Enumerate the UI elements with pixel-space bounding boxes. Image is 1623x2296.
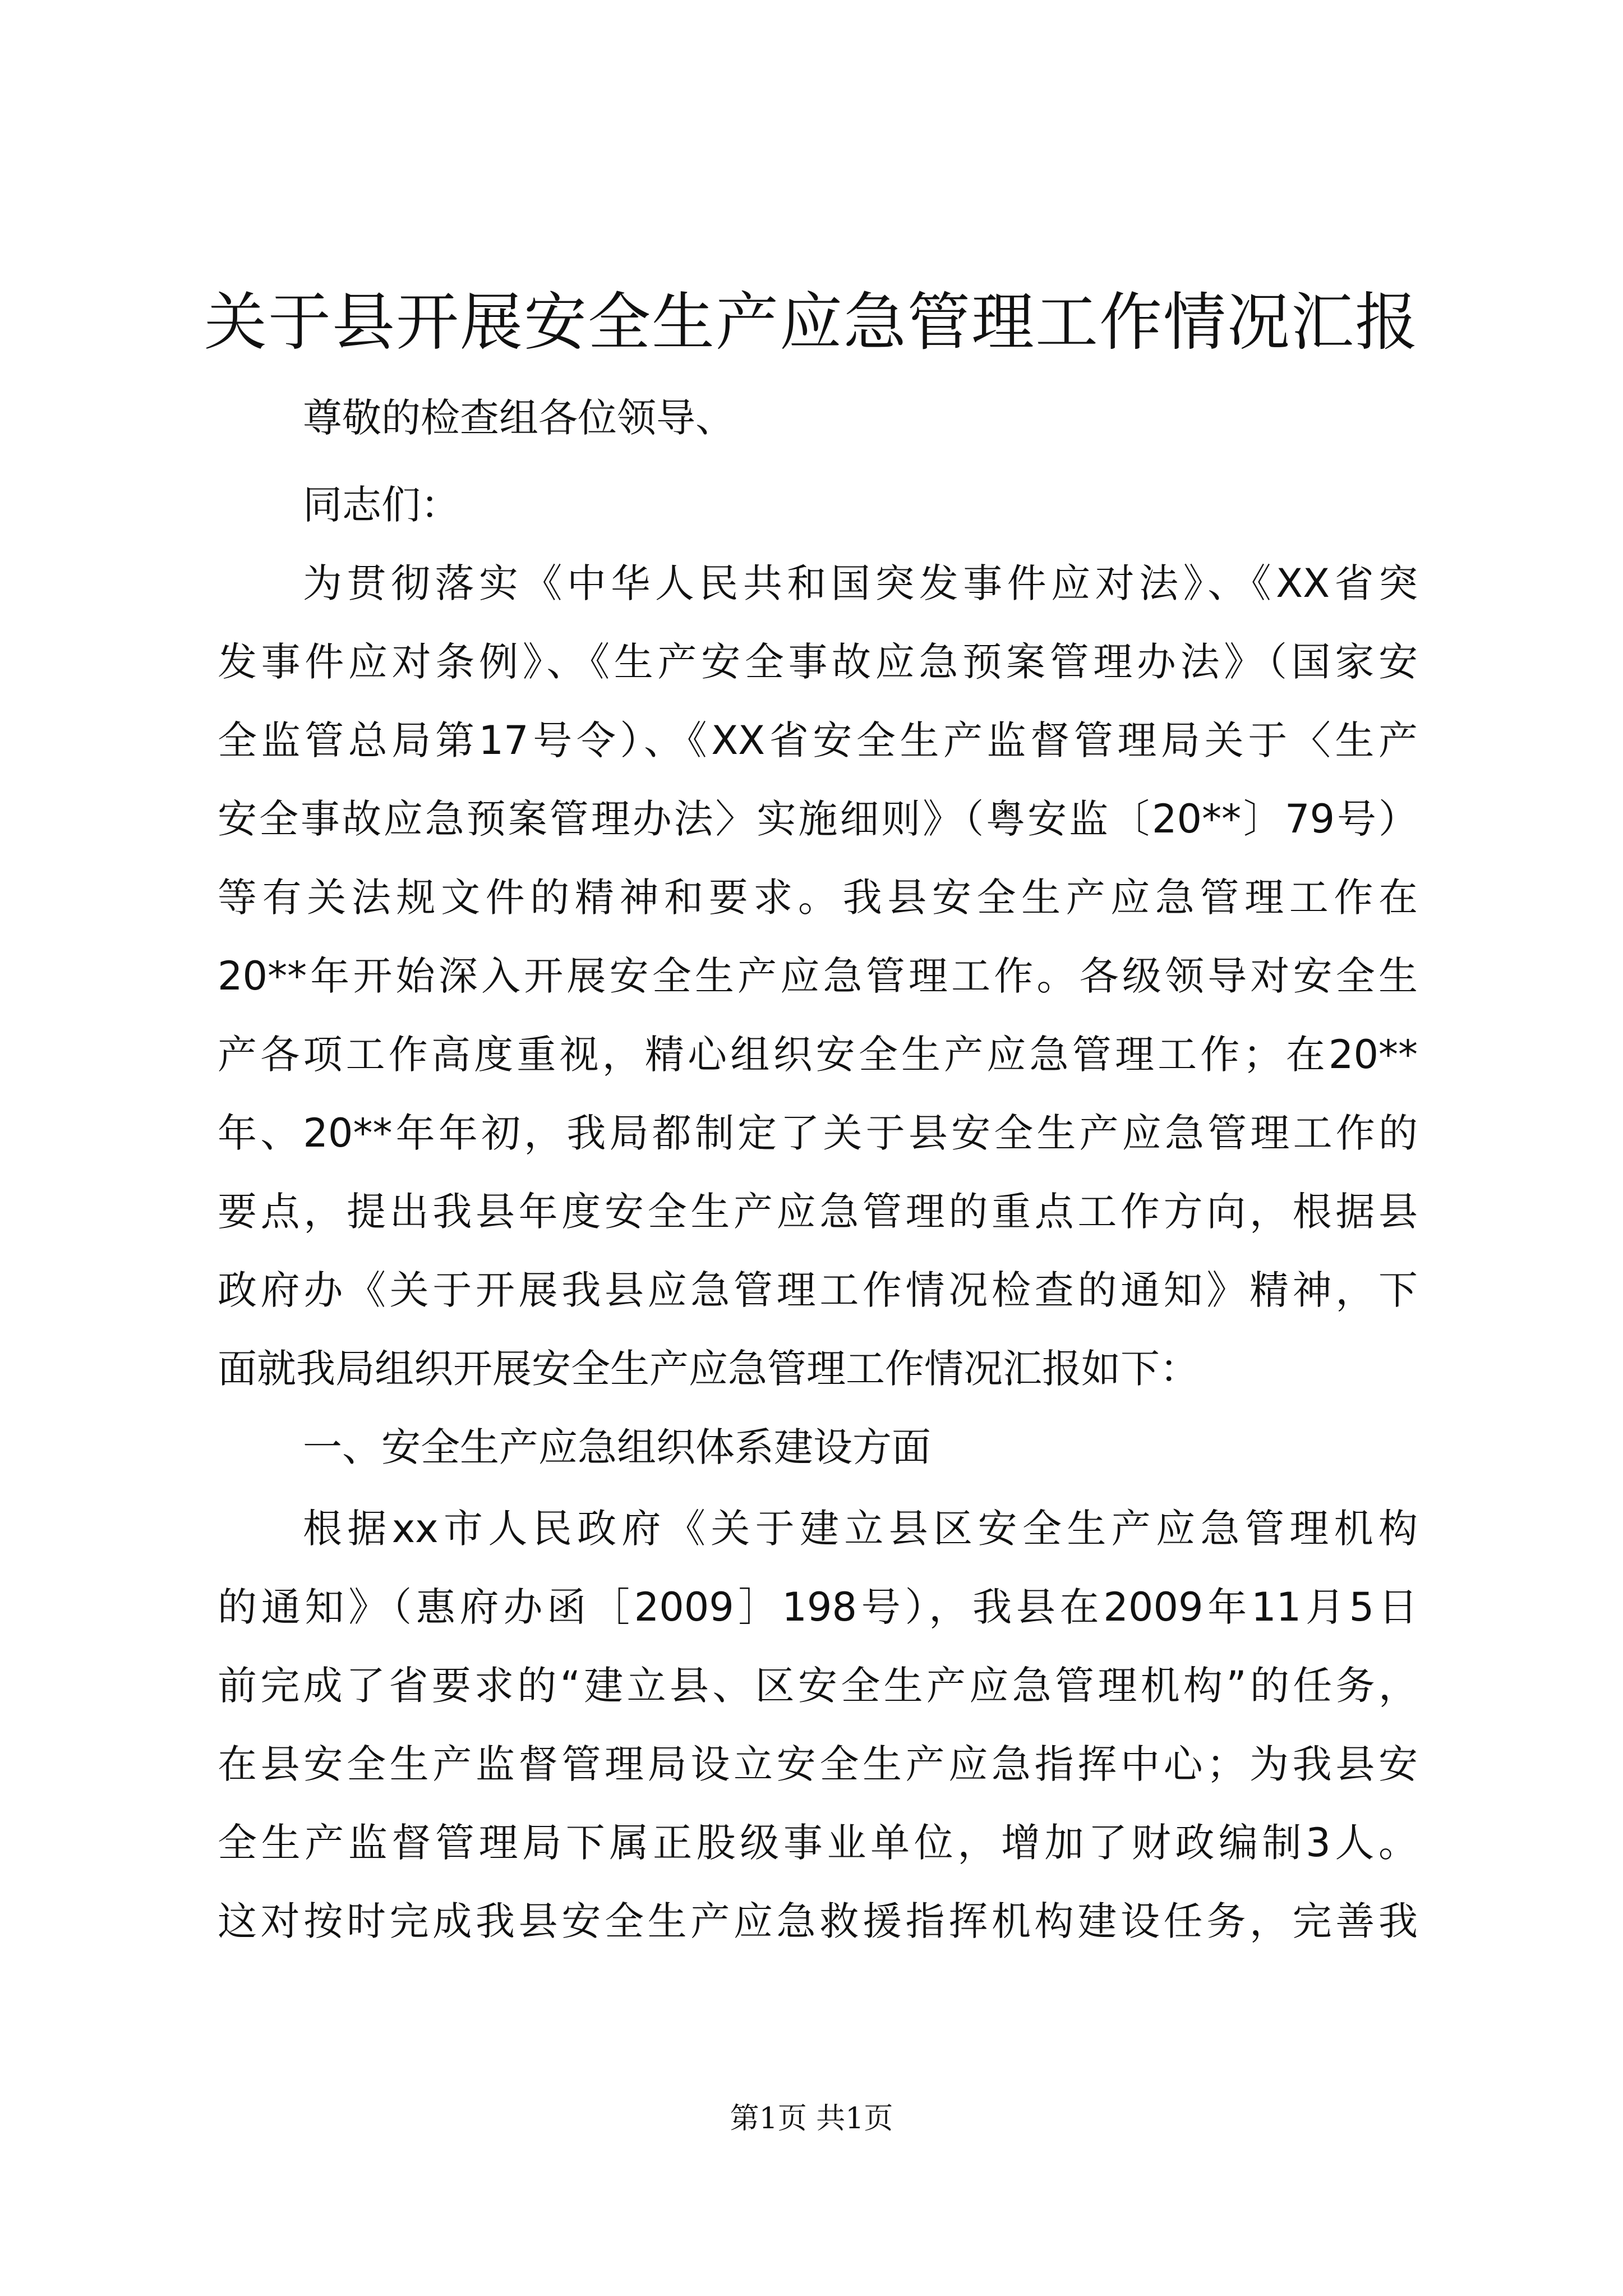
paragraph-line: 全生产监督管理局下属正股级事业单位，增加了财政编制3人。 [218,1820,1418,1866]
salutation-line-2: 同志们： [303,482,460,528]
paragraph-line: 为贯彻落实《中华人民共和国突发事件应对法》、《XX省突 [303,560,1418,606]
paragraph-line: 前完成了省要求的“建立县、区安全生产应急管理机构”的任务， [218,1663,1418,1709]
paragraph-line: 20**年开始深入开展安全生产应急管理工作。各级领导对安全生 [218,953,1418,999]
paragraph-line: 面就我局组织开展安全生产应急管理工作情况汇报如下： [218,1346,1199,1392]
section-heading: 一、安全生产应急组织体系建设方面 [303,1424,931,1470]
paragraph-line: 产各项工作高度重视，精心组织安全生产应急管理工作；在20** [218,1032,1418,1078]
paragraph-line: 的通知》（惠府办函［2009］198号），我县在2009年11月5日 [218,1584,1418,1630]
paragraph-line: 在县安全生产监督管理局设立安全生产应急指挥中心；为我县安 [218,1741,1418,1787]
paragraph-line: 全监管总局第17号令）、《XX省安全生产监督管理局关于〈生产 [218,717,1418,763]
paragraph-line: 政府办《关于开展我县应急管理工作情况检查的通知》精神，下 [218,1267,1418,1313]
paragraph-line: 根据xx市人民政府《关于建立县区安全生产应急管理机构 [303,1506,1418,1552]
paragraph-line: 要点，提出我县年度安全生产应急管理的重点工作方向，根据县 [218,1189,1418,1235]
salutation-line-1: 尊敬的检查组各位领导、 [303,395,735,441]
paragraph-line: 年、20**年年初，我局都制定了关于县安全生产应急管理工作的 [218,1110,1418,1156]
paragraph-line: 这对按时完成我县安全生产应急救援指挥机构建设任务，完善我 [218,1898,1418,1944]
paragraph-line: 等有关法规文件的精神和要求。我县安全生产应急管理工作在 [218,875,1418,921]
paragraph-line: 发事件应对条例》、《生产安全事故应急预案管理办法》（国家安 [218,639,1418,685]
document-title: 关于县开展安全生产应急管理工作情况汇报 [204,286,1419,359]
page-footer: 第1页 共1页 [730,2102,893,2136]
paragraph-line: 安全事故应急预案管理办法〉实施细则》（粤安监〔20**〕79号） [218,796,1418,842]
